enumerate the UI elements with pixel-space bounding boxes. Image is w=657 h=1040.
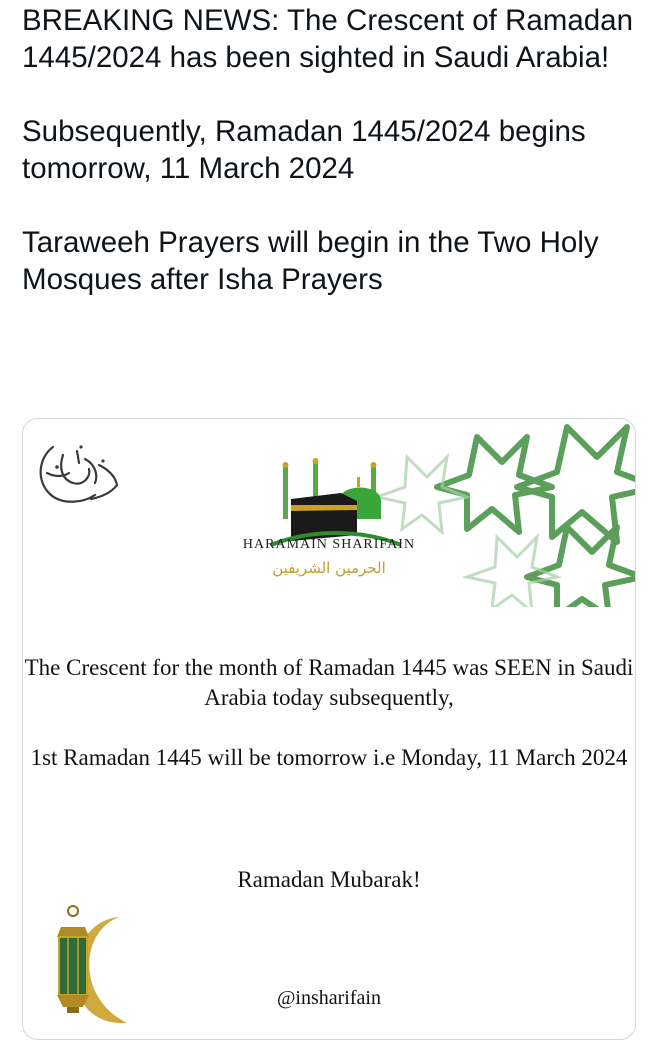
org-name-ar: الحرمين الشريفين (272, 559, 386, 577)
tweet-paragraph-taraweeh: Taraweeh Prayers will begin in the Two Holy Mosques after Isha Prayers (22, 226, 599, 296)
org-name-en: HARAMAIN SHARIFAIN (242, 537, 416, 552)
lantern-crescent-icon (41, 897, 161, 1037)
account-handle: @insharifain (277, 987, 381, 1009)
start-date-announcement: 1st Ramadan 1445 will be tomorrow i.e Monday, 11 March 2024 (30, 745, 628, 770)
ramadan-calligraphy-icon (33, 433, 123, 513)
tweet-text (22, 2, 642, 298)
tweet-media-image[interactable] (22, 418, 636, 1040)
greeting-text: Ramadan Mubarak! (237, 867, 421, 892)
tweet-paragraph-headline: BREAKING NEWS: The Crescent of Ramadan 1445/2024 has been sighted in Saudi Arabia! (22, 4, 633, 74)
crescent-announcement: The Crescent for the month of Ramadan 1445 was SEEN in Saudi Arabia today subsequently, (24, 655, 634, 710)
tweet-paragraph-start-date: Subsequently, Ramadan 1445/2024 begins tomorrow, 11 March 2024 (22, 115, 586, 185)
